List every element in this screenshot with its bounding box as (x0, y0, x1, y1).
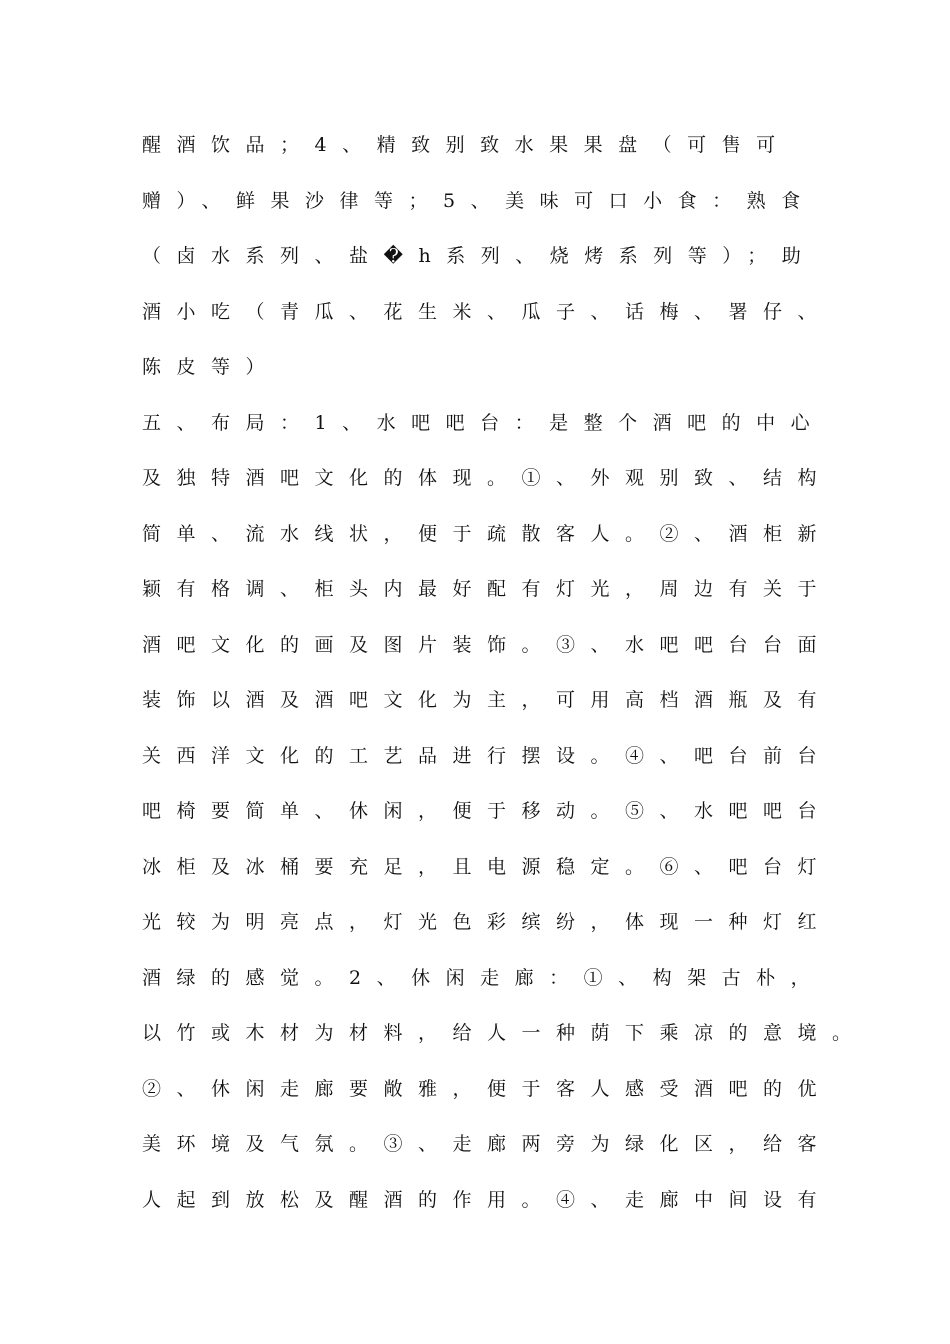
text-line: 及独特酒吧文化的体现。①、外观别致、结构 (142, 467, 833, 489)
text-line: 关西洋文化的工艺品进行摆设。④、吧台前台 (142, 744, 833, 767)
text-line: 吧椅要简单、休闲，便于移动。⑤、水吧吧台 (142, 800, 833, 822)
text-line: 冰柜及冰桶要充足，且电源稳定。⑥、吧台灯 (142, 855, 833, 878)
text-line: 酒小吃（青瓜、花生米、瓜子、话梅、署仔、 (142, 300, 833, 323)
text-line: 人起到放松及醒酒的作用。④、走廊中间设有 (142, 1188, 833, 1211)
text-line: 五、布局：1、水吧吧台：是整个酒吧的中心 (142, 411, 826, 434)
text-line: 陈皮等） (142, 356, 281, 378)
text-line: 酒吧文化的画及图片装饰。③、水吧吧台台面 (142, 633, 833, 656)
text-line: 简单、流水线状，便于疏散客人。②、酒柜新 (142, 522, 833, 545)
text-line: 酒绿的感觉。2、休闲走廊：①、构架古朴， (142, 966, 826, 989)
text-line: ②、休闲走廊要敞雅，便于客人感受酒吧的优 (142, 1077, 833, 1100)
text-line: （卤水系列、盐�h系列、烧烤系列等）；助 (142, 245, 817, 267)
text-line: 颖有格调、柜头内最好配有灯光，周边有关于 (142, 578, 833, 600)
body-text (142, 125, 867, 1235)
text-line: 醒酒饮品；4、精致别致水果果盘（可售可 (142, 134, 791, 156)
text-line: 装饰以酒及酒吧文化为主，可用高档酒瓶及有 (142, 689, 833, 711)
text-line: 赠）、鲜果沙律等；5、美味可口小食：熟食 (142, 189, 816, 212)
text-line: 美环境及气氛。③、走廊两旁为绿化区，给客 (142, 1133, 833, 1155)
text-line: 光较为明亮点，灯光色彩缤纷，体现一种灯红 (142, 911, 833, 933)
text-line: 以竹或木材为材料，给人一种荫下乘凉的意境。 (142, 1022, 867, 1044)
